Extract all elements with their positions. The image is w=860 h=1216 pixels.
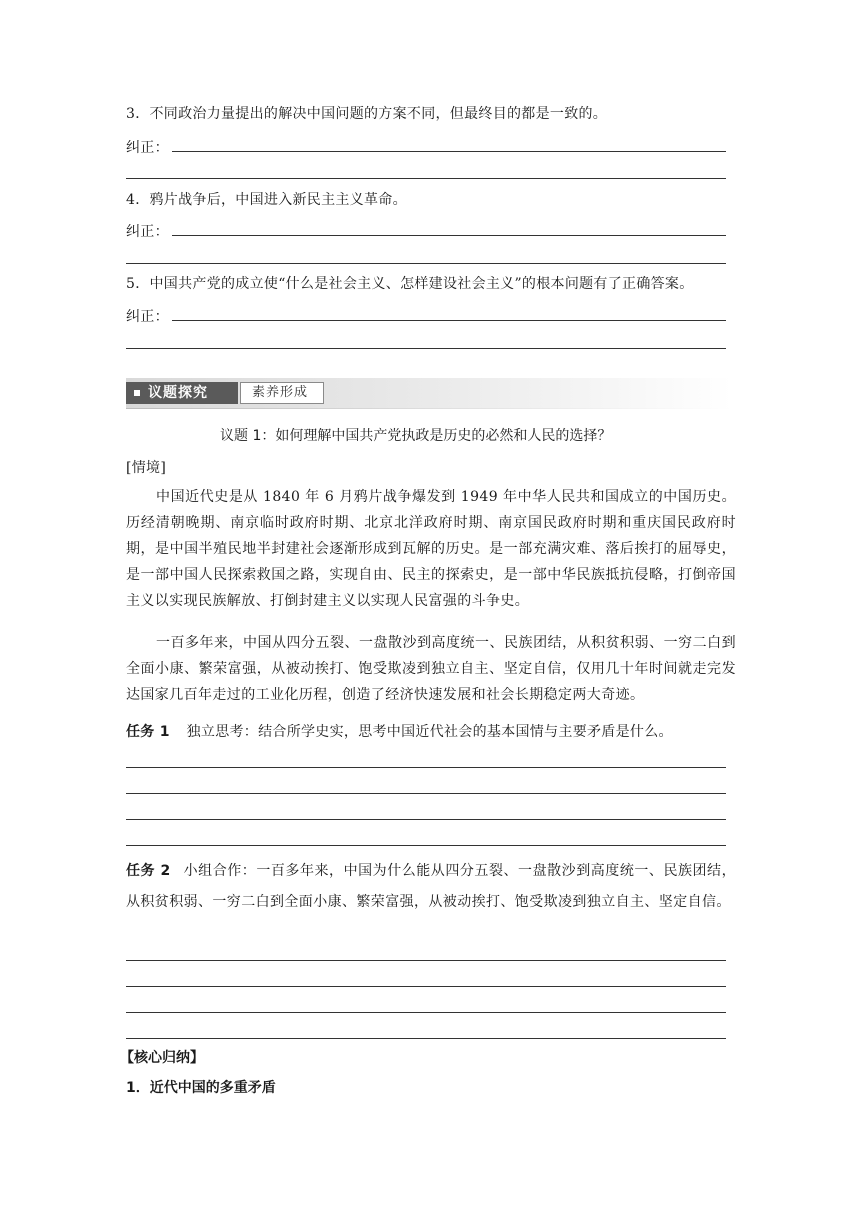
topic-title: 议题 1：如何理解中国共产党执政是历史的必然和人民的选择？	[220, 428, 612, 444]
context-paragraph-1: 中国近代史是从 1840 年 6 月鸦片战争爆发到 1949 年中华人民共和国成立的中国历史。历经清朝晚期、南京临时政府时期、北京北洋政府时期、南京国民政府时期和重庆国民政府时期，是中国半殖民地半封建社会逐渐形成到瓦解的历史。是一部充满灾难、落后挨打的屈辱史，是一部中国人民探索救国之路，实现自由、民主的探索史，是一部中华民族抵抗侵略，打倒帝国主义以实现民族解放、打倒封建主义以实现人民富强的斗争史。	[126, 489, 736, 609]
answer-line[interactable]	[172, 151, 726, 152]
statement-5: 5．中国共产党的成立使“什么是社会主义、怎样建设社会主义”的根本问题有了正确答案。	[126, 276, 694, 292]
answer-line[interactable]	[172, 235, 726, 236]
answer-line[interactable]	[126, 960, 726, 961]
answer-line[interactable]	[126, 819, 726, 820]
answer-line[interactable]	[126, 178, 726, 179]
correction-label-4: 纠正：	[126, 224, 169, 240]
task-1	[126, 722, 673, 742]
task-1-text: 独立思考：结合所学史实，思考中国近代社会的基本国情与主要矛盾是什么。	[186, 724, 673, 740]
answer-line[interactable]	[172, 320, 726, 321]
task-2-text: 小组合作：一百多年来，中国为什么能从四分五裂、一盘散沙到高度统一、民族团结，从积贫积弱、一穷二白到全面小康、繁荣富强，从被动挨打、饱受欺凌到独立自主、坚定自信。	[126, 863, 736, 910]
core-summary-label: 【核心归纳】	[120, 1050, 204, 1066]
section-banner	[126, 378, 732, 424]
answer-line[interactable]	[126, 348, 726, 349]
context-paragraph-2: 一百多年来，中国从四分五裂、一盘散沙到高度统一、民族团结，从积贫积弱、一穷二白到全面小康、繁荣富强，从被动挨打、饱受欺凌到独立自主、坚定自信，仅用几十年时间就走完发达国家几百年走过的工业化历程，创造了经济快速发展和社会长期稳定两大奇迹。	[126, 635, 736, 703]
task-2	[126, 856, 736, 918]
core-summary-item-1: 1．近代中国的多重矛盾	[126, 1080, 276, 1096]
answer-line[interactable]	[126, 1038, 726, 1039]
answer-line[interactable]	[126, 986, 726, 987]
context-label: [情境]	[126, 460, 167, 476]
answer-line[interactable]	[126, 845, 726, 846]
correction-label-5: 纠正：	[126, 309, 169, 325]
answer-line[interactable]	[126, 793, 726, 794]
banner-left-label: 议题探究	[148, 385, 208, 401]
square-bullet-icon	[134, 390, 140, 396]
answer-line[interactable]	[126, 1012, 726, 1013]
banner-tab-dark	[126, 382, 238, 404]
statement-3: 3．不同政治力量提出的解决中国问题的方案不同，但最终目的都是一致的。	[126, 106, 608, 122]
banner-underline	[126, 408, 732, 409]
task-1-label: 任务 1	[126, 724, 170, 740]
banner-right-label: 素养形成	[252, 385, 309, 400]
correction-label-3: 纠正：	[126, 140, 169, 156]
answer-line[interactable]	[126, 263, 726, 264]
banner-tab-light	[240, 382, 324, 404]
statement-4: 4．鸦片战争后，中国进入新民主主义革命。	[126, 192, 407, 208]
task-2-label: 任务 2	[126, 863, 171, 879]
answer-line[interactable]	[126, 767, 726, 768]
